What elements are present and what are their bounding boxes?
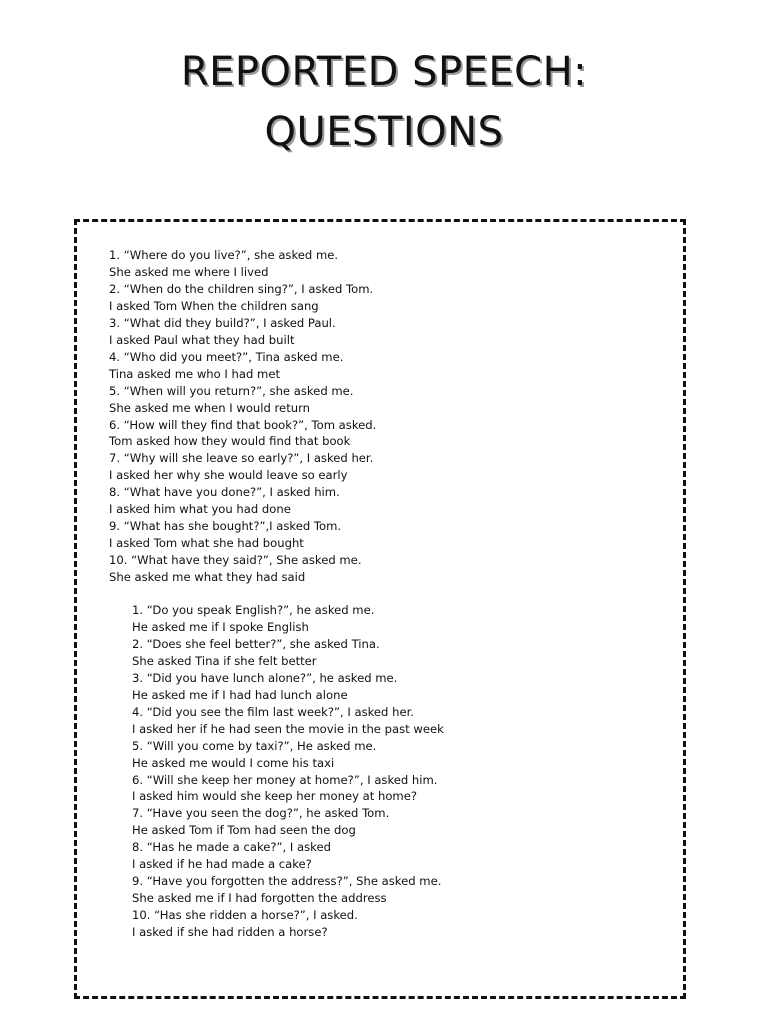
list-item: 1. “Do you speak English?”, he asked me. [132, 603, 375, 617]
list-item: He asked me if I spoke English [132, 619, 309, 634]
list-item: I asked if he had made a cake? [132, 857, 312, 872]
list-item: 6. “How will they find that book?”, Tom asked. [109, 417, 377, 432]
list-item: I asked her if he had seen the movie in the past week [132, 721, 444, 736]
list-item: 5. “Will you come by taxi?”, He asked me. [132, 738, 377, 753]
list-item: 10. “Has she ridden a horse?”, I asked. [132, 908, 358, 923]
page-title-line-2: QUESTIONS [264, 109, 504, 155]
list-item: She asked me what they had said [109, 570, 306, 585]
exercise-list-2 [132, 602, 444, 941]
list-item: 9. “Have you forgotten the address?”, She asked me. [132, 874, 442, 889]
list-item: She asked me where I lived [109, 264, 269, 279]
list-item: 7. “Why will she leave so early?”, I asked her. [109, 451, 374, 466]
list-item: She asked me if I had forgotten the address [132, 891, 387, 906]
list-item: 4. “Who did you meet?”, Tina asked me. [109, 349, 344, 364]
list-item: She asked me when I would return [109, 400, 310, 415]
list-item: 3. “What did they build?”, I asked Paul. [109, 315, 336, 330]
exercise-list-1 [109, 247, 376, 586]
list-item: I asked Tom what she had bought [109, 536, 304, 551]
list-item: 8. “What have you done?”, I asked him. [109, 485, 340, 500]
list-item: 4. “Did you see the film last week?”, I asked her. [132, 704, 414, 719]
list-item: I asked him what you had done [109, 502, 291, 517]
list-item: Tina asked me who I had met [109, 366, 281, 381]
list-item: He asked Tom if Tom had seen the dog [132, 823, 356, 838]
list-item: 8. “Has he made a cake?”, I asked [132, 840, 331, 855]
list-item: 5. “When will you return?”, she asked me. [109, 383, 354, 398]
list-item: She asked Tina if she felt better [132, 653, 317, 668]
list-item: 10. “What have they said?”, She asked me. [109, 553, 362, 568]
list-item: 2. “When do the children sing?”, I asked Tom. [109, 281, 374, 296]
list-item: He asked me if I had had lunch alone [132, 687, 348, 702]
list-item: 6. “Will she keep her money at home?”, I asked him. [132, 772, 438, 787]
list-item: 2. “Does she feel better?”, she asked Tina. [132, 636, 380, 651]
list-item: 9. “What has she bought?”,I asked Tom. [109, 519, 342, 534]
list-item: Tom asked how they would find that book [109, 434, 351, 449]
list-item: 3. “Did you have lunch alone?”, he asked me. [132, 670, 398, 685]
list-item: 1. “Where do you live?”, she asked me. [109, 248, 339, 262]
list-item: I asked him would she keep her money at home? [132, 789, 417, 804]
page-title-line-1: REPORTED SPEECH: [180, 49, 588, 95]
list-item: I asked Paul what they had built [109, 332, 295, 347]
list-item: I asked her why she would leave so early [109, 468, 348, 483]
list-item: I asked Tom When the children sang [109, 298, 319, 313]
list-item: 7. “Have you seen the dog?”, he asked Tom. [132, 806, 390, 821]
list-item: He asked me would I come his taxi [132, 755, 335, 770]
list-item: I asked if she had ridden a horse? [132, 925, 328, 940]
